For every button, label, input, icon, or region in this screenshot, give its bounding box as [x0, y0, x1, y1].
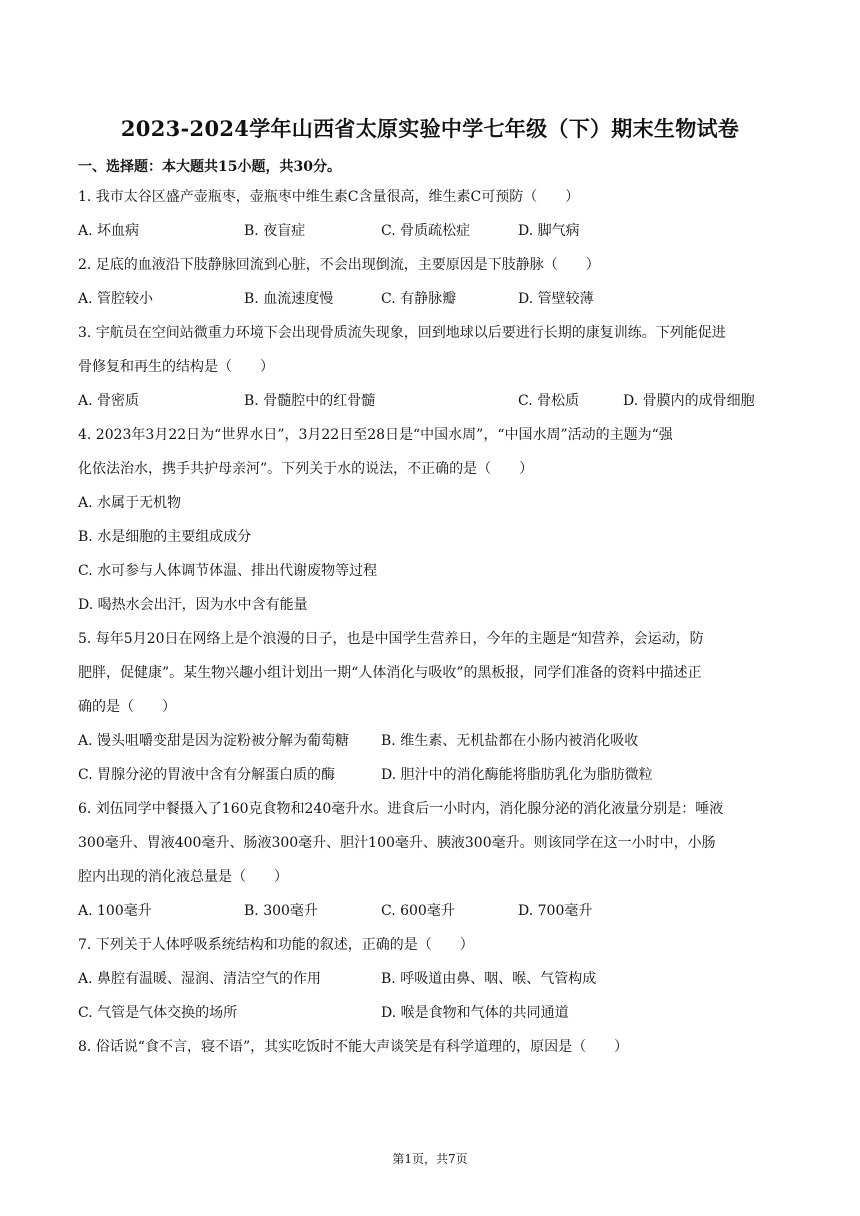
- page-number: 第1页，共7页: [392, 1152, 468, 1166]
- question-5-options-row1: [78, 729, 782, 763]
- option-b: B. 水是细胞的主要组成成分: [78, 529, 252, 545]
- option-a: A. 骨密质: [78, 393, 140, 409]
- question-6-stem-line3: 腔内出现的消化液总量是（ ）: [78, 869, 288, 885]
- option-a: A. 100毫升: [78, 903, 152, 919]
- section-heading: 一、选择题：本大题共15小题，共30分。: [78, 159, 341, 175]
- question-2-stem: 2. 足底的血液沿下肢静脉回流到心脏，不会出现倒流，主要原因是下肢静脉（ ）: [78, 257, 600, 273]
- option-c: C. 胃腺分泌的胃液中含有分解蛋白质的酶: [78, 767, 336, 783]
- option-d: D. 喝热水会出汗，因为水中含有能量: [78, 597, 308, 613]
- option-d: D. 脚气病: [518, 223, 580, 239]
- question-5-stem-line2: 肥胖，促健康”。某生物兴趣小组计划出一期“人体消化与吸收”的黑板报，同学们准备的资料中描述正: [78, 665, 702, 681]
- question-1-stem: 1. 我市太谷区盛产壶瓶枣，壶瓶枣中维生素C含量很高，维生素C可预防（ ）: [78, 189, 580, 205]
- option-c: C. 有静脉瓣: [381, 291, 457, 307]
- option-a: A. 管腔较小: [78, 291, 154, 307]
- question-list: [78, 185, 782, 1069]
- option-a: A. 鼻腔有温暖、湿润、清洁空气的作用: [78, 971, 322, 987]
- option-c: C. 水可参与人体调节体温、排出代谢废物等过程: [78, 563, 378, 579]
- option-d: D. 骨膜内的成骨细胞: [623, 393, 755, 409]
- option-d: D. 管壁较薄: [518, 291, 594, 307]
- option-d: D. 胆汁中的消化酶能将脂肪乳化为脂肪微粒: [381, 767, 653, 783]
- question-8-stem: 8. 俗话说“食不言，寝不语”，其实吃饭时不能大声谈笑是有科学道理的，原因是（ ）: [78, 1039, 629, 1055]
- option-a: A. 坏血病: [78, 223, 140, 239]
- question-4-stem-line1: 4. 2023年3月22日为“世界水日”，3月22日至28日是“中国水周”，“中国水周”活动的主题为“强: [78, 427, 673, 443]
- option-b: B. 夜盲症: [244, 223, 306, 239]
- option-c: C. 600毫升: [381, 903, 455, 919]
- option-d: D. 喉是食物和气体的共同通道: [381, 1005, 569, 1021]
- option-a: A. 馒头咀嚼变甜是因为淀粉被分解为葡萄糖: [78, 733, 350, 749]
- option-d: D. 700毫升: [518, 903, 593, 919]
- option-c: C. 气管是气体交换的场所: [78, 1005, 238, 1021]
- question-6-options: [78, 899, 782, 933]
- question-6-stem-line1: 6. 刘伍同学中餐摄入了160克食物和240毫升水。进食后一小时内，消化腺分泌的消化液量分别是：唾液: [78, 801, 724, 817]
- option-c: C. 骨松质: [518, 393, 580, 409]
- exam-title: 2023-2024学年山西省太原实验中学七年级（下）期末生物试卷: [120, 116, 740, 141]
- option-b: B. 300毫升: [244, 903, 318, 919]
- question-5-options-row2: [78, 763, 782, 797]
- question-4-stem-line2: 化依法治水，携手共护母亲河”。下列关于水的说法，不正确的是（ ）: [78, 461, 534, 477]
- option-b: B. 血流速度慢: [244, 291, 334, 307]
- option-b: B. 呼吸道由鼻、咽、喉、气管构成: [381, 971, 597, 987]
- question-6-stem-line2: 300毫升、胃液400毫升、肠液300毫升、胆汁100毫升、胰液300毫升。则该同学在这一小时中，小肠: [78, 835, 716, 851]
- option-a: A. 水属于无机物: [78, 495, 182, 511]
- question-7-options-row2: [78, 1001, 782, 1035]
- question-5-stem-line3: 确的是（ ）: [78, 699, 176, 715]
- question-7-stem: 7. 下列关于人体呼吸系统结构和功能的叙述，正确的是（ ）: [78, 937, 474, 953]
- question-5-stem-line1: 5. 每年5月20日在网络上是个浪漫的日子，也是中国学生营养日，今年的主题是“知营养，会运动，防: [78, 631, 704, 647]
- option-c: C. 骨质疏松症: [381, 223, 471, 239]
- question-2-options: [78, 287, 782, 321]
- option-b: B. 骨髓腔中的红骨髓: [244, 393, 376, 409]
- option-b: B. 维生素、无机盐都在小肠内被消化吸收: [381, 733, 639, 749]
- question-7-options-row1: [78, 967, 782, 1001]
- question-3-stem-line1: 3. 宇航员在空间站微重力环境下会出现骨质流失现象，回到地球以后要进行长期的康复训练。下列能促进: [78, 325, 726, 341]
- question-3-stem-line2: 骨修复和再生的结构是（ ）: [78, 359, 274, 375]
- question-1-options: [78, 219, 782, 253]
- question-3-options: [78, 389, 782, 423]
